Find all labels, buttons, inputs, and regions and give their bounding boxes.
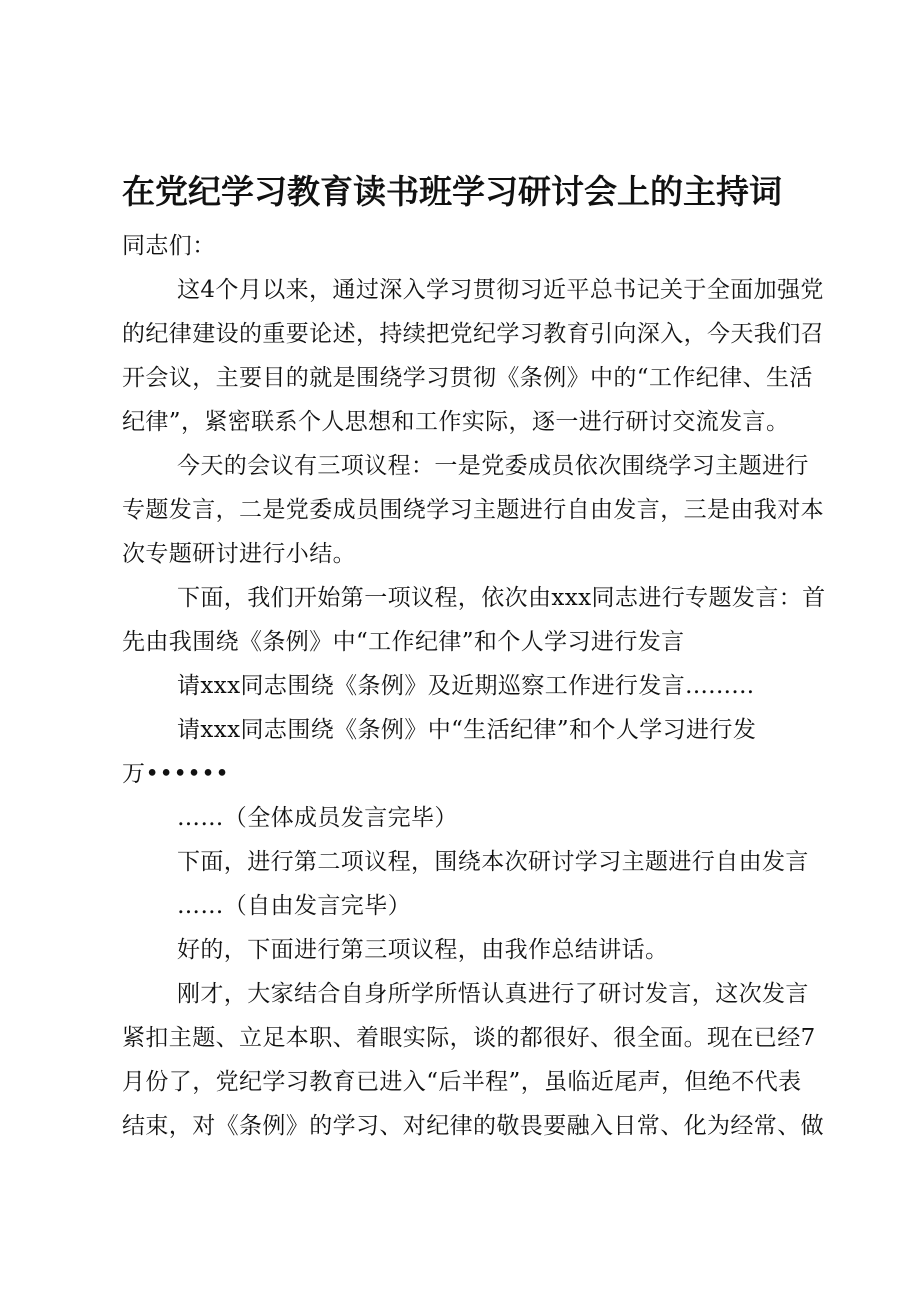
paragraph-line: ……（自由发言完毕） xyxy=(177,893,411,919)
paragraph-line: 结束，对《条例》的学习、对纪律的敬畏要融入日常、化为经常、做 xyxy=(122,1113,824,1139)
paragraph-line: 专题发言，二是党委成员围绕学习主题进行自由发言，三是由我对本 xyxy=(122,497,824,523)
paragraph-line: 好的，下面进行第三项议程，由我作总结讲话。 xyxy=(177,937,669,963)
paragraph-line: 请xxx同志围绕《条例》及近期巡察工作进行发言......... xyxy=(177,673,755,699)
paragraph-line: 的纪律建设的重要论述，持续把党纪学习教育引向深入，今天我们召 xyxy=(122,321,824,347)
paragraph-line: 刚才，大家结合自身所学所悟认真进行了研讨发言，这次发言 xyxy=(177,981,809,1007)
paragraph-line: 下面，进行第二项议程，围绕本次研讨学习主题进行自由发言 xyxy=(177,849,809,875)
paragraph-line: 下面，我们开始第一项议程，依次由xxx同志进行专题发言：首 xyxy=(177,585,826,611)
document-title: 在党纪学习教育读书班学习研讨会上的主持词 xyxy=(122,172,782,211)
paragraph-line: 请xxx同志围绕《条例》中“生活纪律”和个人学习进行发 xyxy=(177,717,757,743)
paragraph-line: 这4个月以来，通过深入学习贯彻习近平总书记关于全面加强党 xyxy=(177,277,824,303)
salutation: 同志们： xyxy=(122,233,216,259)
paragraph-line: 今天的会议有三项议程：一是党委成员依次围绕学习主题进行 xyxy=(177,453,809,479)
paragraph-line: 先由我围绕《条例》中“工作纪律”和个人学习进行发言 xyxy=(122,629,685,655)
paragraph-line: 月份了，党纪学习教育已进入“后半程”，虽临近尾声，但绝不代表 xyxy=(122,1069,802,1095)
paragraph-line: ……（全体成员发言完毕） xyxy=(177,805,458,831)
paragraph-line: 纪律”，紧密联系个人思想和工作实际，逐一进行研讨交流发言。 xyxy=(122,409,790,435)
paragraph-line: 次专题研讨进行小结。 xyxy=(122,541,356,567)
paragraph-line: 紧扣主题、立足本职、着眼实际，谈的都很好、很全面。现在已经7 xyxy=(122,1025,816,1051)
paragraph-line: 开会议，主要目的就是围绕学习贯彻《条例》中的“工作纪律、生活 xyxy=(122,365,813,391)
paragraph-line: 万•••••• xyxy=(122,761,230,787)
